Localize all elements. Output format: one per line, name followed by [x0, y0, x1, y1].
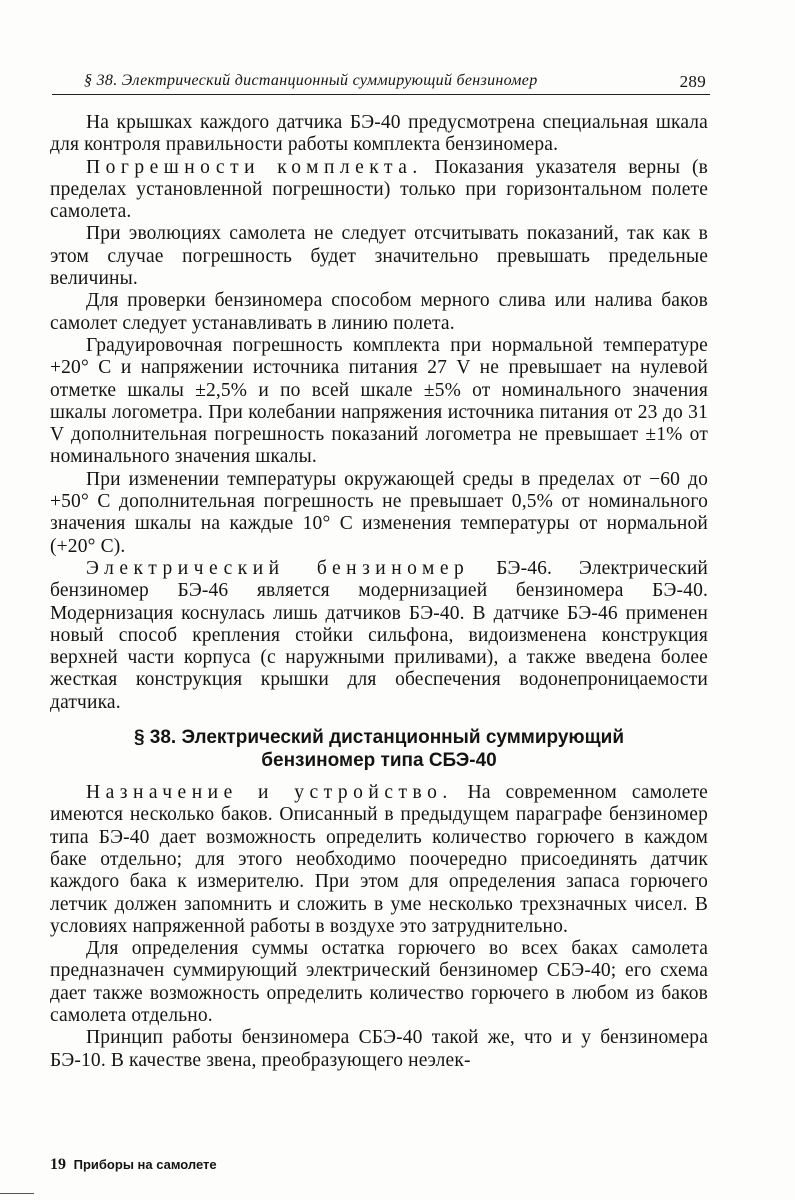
running-header	[52, 70, 710, 95]
signature-title: Приборы на самолете	[73, 1157, 217, 1172]
paragraph: При изменении температуры окружающей среды в пределах от −60 до +50° С дополнительная погрешность не превышает 0,5% от номинального значения шкалы на каждые 10° С изменения температуры от нормальной (+20° С).	[50, 468, 708, 557]
paragraph: На крышках каждого датчика БЭ-40 предусмотрена специальная шкала для контроля правильности работы комплекта бензиномера.	[50, 112, 708, 156]
paragraph: При эволюциях самолета не следует отсчитывать показаний, так как в этом случае погрешность будет значительно превышать предельные величины.	[50, 223, 708, 290]
paragraph: Для определения суммы остатка горючего во всех баках самолета предназначен суммирующий электрический бензиномер СБЭ-40; его схема дает также возможность определить количество горючего в любом из баков самолета отдельно.	[50, 938, 708, 1026]
paragraph: Погрешности комплекта. Показания указателя верны (в пределах установленной погрешности) только при горизонтальном полете самолета.	[50, 156, 708, 223]
paragraph: Градуировочная погрешность комплекта при нормальной температуре +20° С и напряжении источника питания 27 V не превышает на нулевой отметке шкалы ±2,5% и по всей шкале ±5% от номинального значения шкалы логометра. При колебании напряжения источника питания от 23 до 31 V дополнительная погрешность показаний логометра не превышает ±1% от номинального значения шкалы.	[50, 334, 708, 468]
paragraph: Назначение и устройство. На современном самолете имеются несколько баков. Описанный в предыдущем параграфе бензиномер типа БЭ-40 дает возможность определить количество горючего в каждом баке отдельно; для этого необходимо поочередно присоединять датчик каждого бака к измерителю. При этом для определения запаса горючего летчик должен запомнить и сложить в уме несколько трехзначных чисел. В условиях напряженной работы в воздухе это затруднительно.	[50, 782, 708, 937]
body-text	[50, 112, 708, 1072]
page-edge-divider	[0, 1193, 34, 1194]
paragraph: Электрический бензиномер БЭ-46. Электрический бензиномер БЭ-46 является модернизацией бензиномера БЭ-40. Модернизация коснулась лишь датчиков БЭ-40. В датчике БЭ-46 применен новый способ крепления стойки сильфона, видоизменена конструкция верхней части корпуса (с наружными приливами), а также введена более жесткая конструкция крышки для обеспечения водонепроницаемости датчика.	[50, 557, 708, 713]
paragraph: Для проверки бензиномера способом мерного слива или налива баков самолет следует устанавливать в линию полета.	[50, 290, 708, 334]
paragraph-lead: Электрический бензиномер	[86, 557, 470, 579]
running-title: § 38. Электрический дистанционный суммирующий бензиномер	[84, 72, 538, 89]
section-heading: § 38. Электрический дистанционный суммирующий бензиномер типа СБЭ-40	[133, 727, 625, 772]
signature-number: 19	[50, 1156, 66, 1173]
paragraph-lead: Назначение и устройство.	[86, 782, 453, 804]
paragraph: Принцип работы бензиномера СБЭ-40 такой же, что и у бензиномера БЭ-10. В качестве звена, преобразующего неэлек-	[50, 1027, 708, 1071]
printer-signature	[50, 1156, 217, 1174]
page-number: 289	[679, 72, 706, 91]
paragraph-lead: Погрешности комплекта.	[86, 156, 423, 178]
